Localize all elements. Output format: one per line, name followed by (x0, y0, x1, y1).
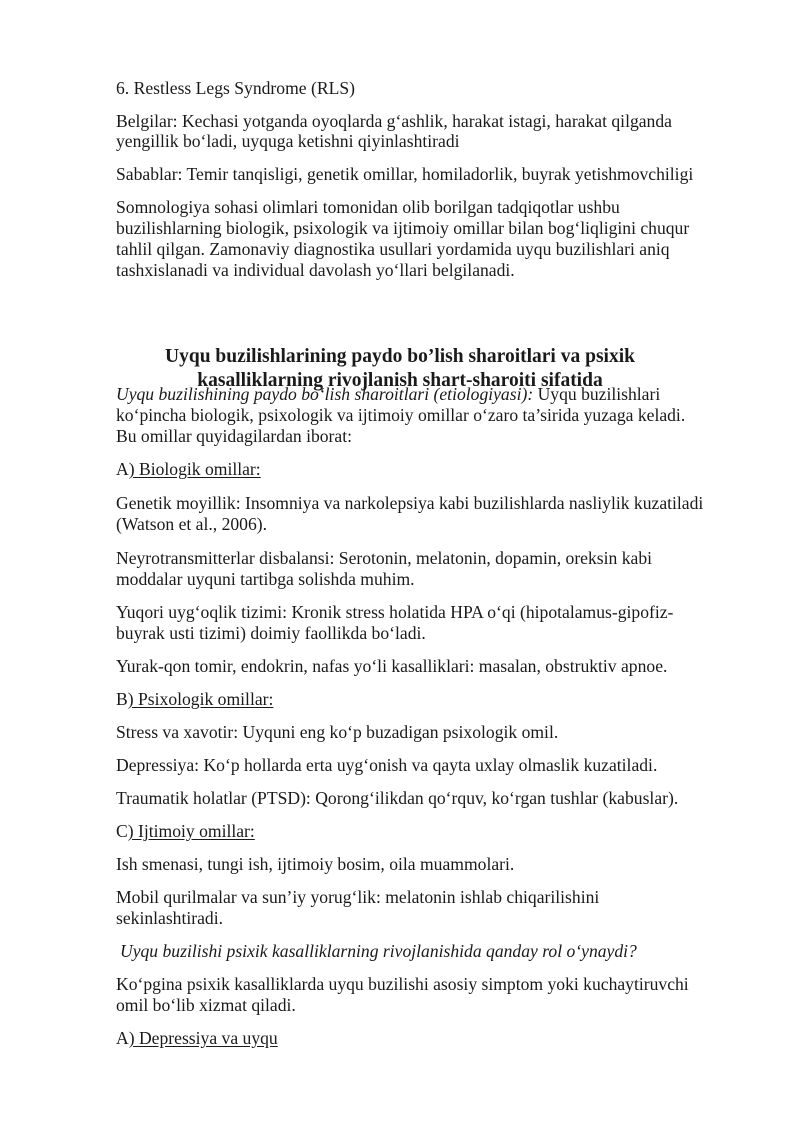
somnologiya-line-3: tahlil qilgan. Zamonaviy diagnostika usullari yordamida uyqu buzilishlari aniq (116, 239, 670, 259)
section-c-label (116, 821, 756, 842)
depressiya-paragraph: Depressiya: Ko‘p hollarda erta uyg‘onish va qayta uxlay olmaslik kuzatiladi. (116, 755, 658, 775)
yuqori-line-1: Yuqori uyg‘oqlik tizimi: Kronik stress holatida HPA o‘qi (hipotalamus-gipofiz- (116, 602, 674, 622)
neyro-line-1: Neyrotransmitterlar disbalansi: Serotonin, melatonin, dopamin, oreksin kabi (116, 548, 653, 568)
travma-paragraph: Traumatik holatlar (PTSD): Qorong‘ilikdan qo‘rquv, ko‘rgan tushlar (kabuslar). (116, 788, 679, 808)
section-heading-line-1: Uyqu buzilishlarining paydo bo’lish sharoitlari va psixik (165, 345, 635, 367)
rls-title: 6. Restless Legs Syndrome (RLS) (116, 78, 355, 98)
somnologiya-line-4: tashxislanadi va individual davolash yo‘llari belgilanadi. (116, 260, 515, 280)
section-a-label (116, 459, 756, 480)
yuqori-line-2: buyrak usti tizimi) doimiy faollikda bo‘ladi. (116, 623, 426, 643)
section-depressiya-text: ) Depressiya va uyqu (128, 1028, 278, 1048)
section-c-text: ) Ijtimoiy omillar: (127, 821, 255, 841)
belgilar-line-1: Belgilar: Kechasi yotganda oyoqlarda g‘ashlik, harakat istagi, harakat qilganda (116, 111, 672, 131)
somnologiya-line-2: buzilishlarning biologik, psixologik va ijtimoiy omillar bilan bog‘liqligini chuqur (116, 218, 690, 238)
section-c-prefix: C (116, 821, 128, 841)
section-b-label (116, 689, 756, 710)
neyro-line-2: moddalar uyquni tartibga solishda muhim. (116, 569, 415, 589)
genetik-line-2: (Watson et al., 2006). (116, 514, 268, 534)
section-a-text: ) Biologik omillar: (128, 459, 261, 479)
ish-paragraph: Ish smenasi, tungi ish, ijtimoiy bosim, oila muammolari. (116, 854, 515, 874)
intro-line-2: ko‘pincha biologik, psixologik va ijtimoiy omillar o‘zaro ta’sirida yuzaga keladi. (116, 405, 686, 425)
section-b-text: ) Psixologik omillar: (127, 689, 274, 709)
intro-rest: Uyqu buzilishlari (533, 384, 661, 404)
yurak-paragraph: Yurak-qon tomir, endokrin, nafas yo‘li kasalliklari: masalan, obstruktiv apnoe. (116, 656, 668, 676)
belgilar-line-2: yengillik bo‘ladi, uyquga ketishni qiyinlashtiradi (116, 131, 460, 151)
kopgina-line-2: omil bo‘lib xizmat qiladi. (116, 995, 296, 1015)
section-depressiya-prefix: A (116, 1028, 129, 1048)
intro-italic: Uyqu buzilishining paydo bo‘lish sharoitlari (etiologiyasi): (116, 384, 534, 404)
section-b-prefix: B (116, 689, 128, 709)
sabablar-paragraph: Sabablar: Temir tanqisligi, genetik omillar, homiladorlik, buyrak yetishmovchiligi (116, 164, 694, 184)
question-line (120, 941, 760, 962)
section-depressiya-label (116, 1028, 756, 1049)
stress-paragraph: Stress va xavotir: Uyquni eng ko‘p buzadigan psixologik omil. (116, 722, 559, 742)
somnologiya-line-1: Somnologiya sohasi olimlari tomonidan olib borilgan tadqiqotlar ushbu (116, 197, 620, 217)
mobil-line-1: Mobil qurilmalar va sun’iy yorug‘lik: melatonin ishlab chiqarilishini (116, 887, 600, 907)
question-italic: Uyqu buzilishi psixik kasalliklarning rivojlanishida qanday rol o‘ynaydi? (120, 941, 637, 961)
intro-line-3: Bu omillar quyidagilardan iborat: (116, 426, 352, 446)
intro-line-1 (116, 384, 756, 405)
section-heading-line-2: kasalliklarning rivojlanish shart-sharoiti sifatida (197, 369, 603, 391)
kopgina-line-1: Ko‘pgina psixik kasalliklarda uyqu buzilishi asosiy simptom yoki kuchaytiruvchi (116, 974, 689, 994)
genetik-line-1: Genetik moyillik: Insomniya va narkolepsiya kabi buzilishlarda nasliylik kuzatiladi (116, 493, 704, 513)
section-a-prefix: A (116, 459, 129, 479)
mobil-line-2: sekinlashtiradi. (116, 908, 224, 928)
